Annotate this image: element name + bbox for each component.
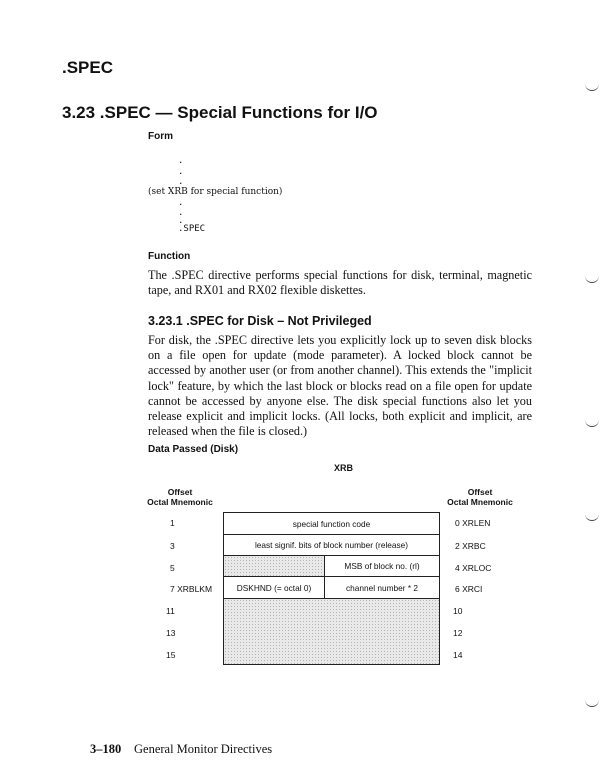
right-offset-label: 12	[453, 628, 463, 638]
left-offset-label: 5	[170, 563, 175, 573]
right-header-line1: Offset	[467, 487, 493, 497]
left-offset-header	[130, 487, 230, 507]
footer-title: General Monitor Directives	[134, 742, 273, 756]
function-label: Function	[148, 251, 191, 262]
margin-mark	[585, 420, 599, 427]
ellipsis-dot: .	[178, 198, 184, 208]
margin-mark	[585, 700, 599, 707]
subsection-title: 3.23.1 .SPEC for Disk – Not Privileged	[148, 314, 372, 328]
left-offset-label: 11	[166, 606, 175, 616]
data-passed-label: Data Passed (Disk)	[148, 444, 239, 455]
form-instruction: (set XRB for special function)	[148, 187, 283, 197]
right-offset-label: 14	[453, 650, 463, 660]
ellipsis-dot: .	[178, 167, 184, 177]
xrb-cell-special-function: special function code	[223, 512, 440, 535]
left-header-line2: Octal Mnemonic	[147, 497, 213, 507]
left-offset-label: 13	[166, 628, 176, 638]
left-offset-label: 15	[166, 650, 176, 660]
section-title: 3.23 .SPEC — Special Functions for I/O	[62, 103, 378, 122]
xrb-cell-dskhnd: DSKHND (= octal 0)	[223, 576, 325, 599]
right-offset-label: 10	[453, 606, 463, 616]
right-offset-label: 0 XRLEN	[455, 518, 491, 528]
ellipsis-dot: .	[178, 156, 184, 166]
function-paragraph: The .SPEC directive performs special functions for disk, terminal, magnetic tape, and RX01 and RX02 flexible diskettes.	[148, 268, 532, 298]
subsection-paragraph: For disk, the .SPEC directive lets you explicitly lock up to seven disk blocks on a file open for update (mode parameter). A locked block cannot be accessed by another user (or from another channel). This extends the "implicit lock" feature, by which the last block or blocks read on a file open for update cannot be accessed by anyone else. The disk special functions also let you release explicit and implicit locks. (All locks, both explicit and implicit, are released when the file is closed.)	[148, 333, 532, 439]
right-offset-label: 4 XRLOC	[455, 563, 492, 573]
left-offset-label: 7 XRBLKM	[170, 584, 213, 594]
xrb-diagram	[223, 512, 440, 665]
right-offset-header	[430, 487, 530, 507]
right-header-line2: Octal Mnemonic	[447, 497, 513, 507]
ellipsis-dot: .	[178, 177, 184, 187]
running-head: .SPEC	[62, 58, 114, 77]
margin-mark	[585, 84, 599, 91]
form-directive: .SPEC	[178, 224, 206, 234]
xrb-cell-block-lsb: least signif. bits of block number (release)	[223, 534, 440, 556]
xrb-cell-reserved	[223, 555, 325, 577]
left-offset-label: 3	[170, 541, 175, 551]
xrb-cell-channel: channel number * 2	[324, 576, 440, 599]
left-offset-label: 1	[170, 518, 175, 528]
ellipsis-dot: .	[178, 216, 184, 226]
page-number: 3–180	[90, 742, 122, 756]
form-label: Form	[148, 131, 173, 142]
margin-mark	[585, 514, 599, 521]
right-offset-label: 6 XRCI	[455, 584, 483, 594]
right-offset-label: 2 XRBC	[455, 541, 486, 551]
xrb-cell-block-msb: MSB of block no. (rl)	[324, 555, 440, 577]
left-header-line1: Offset	[167, 487, 193, 497]
ellipsis-dot: .	[178, 208, 184, 218]
xrb-cell-unused	[223, 598, 440, 665]
margin-mark	[585, 276, 599, 283]
table-title: XRB	[334, 463, 354, 473]
